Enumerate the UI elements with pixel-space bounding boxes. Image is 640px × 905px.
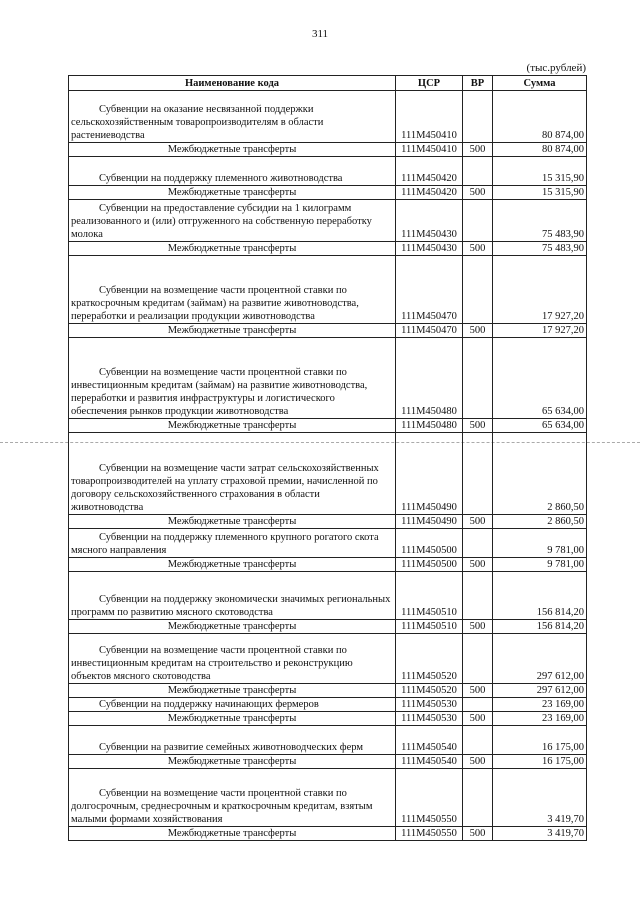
- row-vr-cell: 500: [463, 242, 493, 256]
- row-vr-cell: [463, 572, 493, 620]
- row-name-cell: Субвенции на возмещение части затрат сельскохозяйственных товаропроизводителей на уплату страховой премии, начисленной по договору сельскохозяйственного страхования в области животноводства: [69, 433, 396, 515]
- row-sum-cell: 156 814,20: [493, 572, 587, 620]
- row-sum-cell: 9 781,00: [493, 529, 587, 558]
- row-vr-cell: 500: [463, 186, 493, 200]
- row-csr-cell: 111M450470: [396, 256, 463, 324]
- row-csr-cell: 111M450420: [396, 186, 463, 200]
- table-subrow: [69, 827, 587, 841]
- row-csr-cell: 111M450510: [396, 620, 463, 634]
- row-csr-cell: 111M450520: [396, 634, 463, 684]
- row-sum-cell: 297 612,00: [493, 634, 587, 684]
- table-row: [69, 769, 587, 827]
- row-vr-cell: [463, 698, 493, 712]
- row-vr-cell: 500: [463, 324, 493, 338]
- row-name-cell: Межбюджетные трансферты: [69, 827, 396, 841]
- row-csr-cell: 111M450540: [396, 755, 463, 769]
- row-csr-cell: 111M450520: [396, 684, 463, 698]
- table-subrow: [69, 419, 587, 433]
- table-subrow: [69, 143, 587, 157]
- row-vr-cell: [463, 529, 493, 558]
- row-sum-cell: 156 814,20: [493, 620, 587, 634]
- table-row: [69, 572, 587, 620]
- row-sum-cell: 9 781,00: [493, 558, 587, 572]
- header-csr: ЦСР: [396, 76, 463, 91]
- row-name-cell: Субвенции на возмещение части процентной ставки по долгосрочным, среднесрочным и краткосрочным кредитам, взятым малыми формами хозяйствования: [69, 769, 396, 827]
- row-name-cell: Межбюджетные трансферты: [69, 515, 396, 529]
- row-csr-cell: 111M450430: [396, 200, 463, 242]
- table-row: [69, 529, 587, 558]
- row-vr-cell: [463, 157, 493, 186]
- table-body: [69, 91, 587, 841]
- table-subrow: [69, 684, 587, 698]
- row-vr-cell: 500: [463, 419, 493, 433]
- row-name-cell: Межбюджетные трансферты: [69, 143, 396, 157]
- header-vr: ВР: [463, 76, 493, 91]
- row-sum-cell: 3 419,70: [493, 769, 587, 827]
- row-name-cell: Субвенции на предоставление субсидии на 1 килограмм реализованного и (или) отгруженного на собственную переработку молока: [69, 200, 396, 242]
- table-subrow: [69, 558, 587, 572]
- row-name-cell: Межбюджетные трансферты: [69, 755, 396, 769]
- row-sum-cell: 75 483,90: [493, 242, 587, 256]
- table-subrow: [69, 186, 587, 200]
- table-row: [69, 338, 587, 419]
- row-sum-cell: 65 634,00: [493, 338, 587, 419]
- row-csr-cell: 111M450430: [396, 242, 463, 256]
- row-csr-cell: 111M450510: [396, 572, 463, 620]
- row-sum-cell: 23 169,00: [493, 712, 587, 726]
- row-name-cell: Субвенции на поддержку племенного животноводства: [69, 157, 396, 186]
- row-sum-cell: 15 315,90: [493, 186, 587, 200]
- row-name-cell: Субвенции на возмещение части процентной ставки по инвестиционным кредитам (займам) на развитие животноводства, переработки и развития инфраструктуры и логистического обеспечения рынков продукции животноводства: [69, 338, 396, 419]
- table-row: [69, 433, 587, 515]
- row-sum-cell: 75 483,90: [493, 200, 587, 242]
- row-sum-cell: 16 175,00: [493, 755, 587, 769]
- row-name-cell: Межбюджетные трансферты: [69, 419, 396, 433]
- row-name-cell: Субвенции на поддержку начинающих фермеров: [69, 698, 396, 712]
- row-sum-cell: 3 419,70: [493, 827, 587, 841]
- row-name-cell: Межбюджетные трансферты: [69, 712, 396, 726]
- row-sum-cell: 23 169,00: [493, 698, 587, 712]
- row-vr-cell: [463, 769, 493, 827]
- row-vr-cell: [463, 433, 493, 515]
- table-row: [69, 726, 587, 755]
- table-row: [69, 634, 587, 684]
- row-csr-cell: 111M450480: [396, 419, 463, 433]
- row-sum-cell: 2 860,50: [493, 433, 587, 515]
- row-vr-cell: [463, 91, 493, 143]
- row-vr-cell: 500: [463, 755, 493, 769]
- row-vr-cell: 500: [463, 143, 493, 157]
- row-csr-cell: 111M450500: [396, 529, 463, 558]
- header-name: Наименование кода: [69, 76, 396, 91]
- row-vr-cell: [463, 726, 493, 755]
- row-name-cell: Межбюджетные трансферты: [69, 558, 396, 572]
- row-csr-cell: 111M450550: [396, 769, 463, 827]
- row-name-cell: Межбюджетные трансферты: [69, 186, 396, 200]
- table-subrow: [69, 242, 587, 256]
- row-sum-cell: 80 874,00: [493, 143, 587, 157]
- row-name-cell: Межбюджетные трансферты: [69, 684, 396, 698]
- row-name-cell: Субвенции на поддержку племенного крупного рогатого скота мясного направления: [69, 529, 396, 558]
- table-subrow: [69, 755, 587, 769]
- row-sum-cell: 16 175,00: [493, 726, 587, 755]
- table-row: [69, 698, 587, 712]
- row-csr-cell: 111M450500: [396, 558, 463, 572]
- table-header-row: [69, 76, 587, 91]
- row-csr-cell: 111M450410: [396, 143, 463, 157]
- row-sum-cell: 17 927,20: [493, 324, 587, 338]
- row-sum-cell: 15 315,90: [493, 157, 587, 186]
- row-sum-cell: 80 874,00: [493, 91, 587, 143]
- table-subrow: [69, 620, 587, 634]
- row-csr-cell: 111M450550: [396, 827, 463, 841]
- row-sum-cell: 65 634,00: [493, 419, 587, 433]
- row-csr-cell: 111M450470: [396, 324, 463, 338]
- table-row: [69, 157, 587, 186]
- row-name-cell: Межбюджетные трансферты: [69, 324, 396, 338]
- row-csr-cell: 111M450530: [396, 712, 463, 726]
- row-csr-cell: 111M450540: [396, 726, 463, 755]
- row-name-cell: Субвенции на оказание несвязанной поддержки сельскохозяйственным товаропроизводителям в области растениеводства: [69, 91, 396, 143]
- row-vr-cell: [463, 634, 493, 684]
- table-subrow: [69, 324, 587, 338]
- table-subrow: [69, 712, 587, 726]
- row-name-cell: Межбюджетные трансферты: [69, 242, 396, 256]
- row-name-cell: Субвенции на развитие семейных животноводческих ферм: [69, 726, 396, 755]
- row-name-cell: Субвенции на возмещение части процентной ставки по инвестиционным кредитам на строительство и реконструкцию объектов мясного скотоводства: [69, 634, 396, 684]
- table-row: [69, 91, 587, 143]
- row-vr-cell: [463, 256, 493, 324]
- row-csr-cell: 111M450490: [396, 515, 463, 529]
- budget-table: [68, 75, 587, 841]
- row-name-cell: Межбюджетные трансферты: [69, 620, 396, 634]
- row-csr-cell: 111M450420: [396, 157, 463, 186]
- row-vr-cell: 500: [463, 558, 493, 572]
- row-csr-cell: 111M450530: [396, 698, 463, 712]
- row-sum-cell: 17 927,20: [493, 256, 587, 324]
- units-label: (тыс.рублей): [526, 62, 586, 74]
- row-vr-cell: 500: [463, 515, 493, 529]
- table-row: [69, 256, 587, 324]
- row-sum-cell: 297 612,00: [493, 684, 587, 698]
- row-vr-cell: 500: [463, 827, 493, 841]
- row-name-cell: Субвенции на поддержку экономически значимых региональных программ по развитию мясного скотоводства: [69, 572, 396, 620]
- table-subrow: [69, 515, 587, 529]
- row-vr-cell: [463, 338, 493, 419]
- row-csr-cell: 111M450480: [396, 338, 463, 419]
- row-vr-cell: 500: [463, 620, 493, 634]
- row-csr-cell: 111M450410: [396, 91, 463, 143]
- row-csr-cell: 111M450490: [396, 433, 463, 515]
- row-vr-cell: 500: [463, 712, 493, 726]
- row-sum-cell: 2 860,50: [493, 515, 587, 529]
- table-row: [69, 200, 587, 242]
- header-sum: Сумма: [493, 76, 587, 91]
- row-vr-cell: [463, 200, 493, 242]
- row-vr-cell: 500: [463, 684, 493, 698]
- page-number: 311: [311, 28, 329, 40]
- row-name-cell: Субвенции на возмещение части процентной ставки по краткосрочным кредитам (займам) на развитие животноводства, переработки и реализации продукции животноводства: [69, 256, 396, 324]
